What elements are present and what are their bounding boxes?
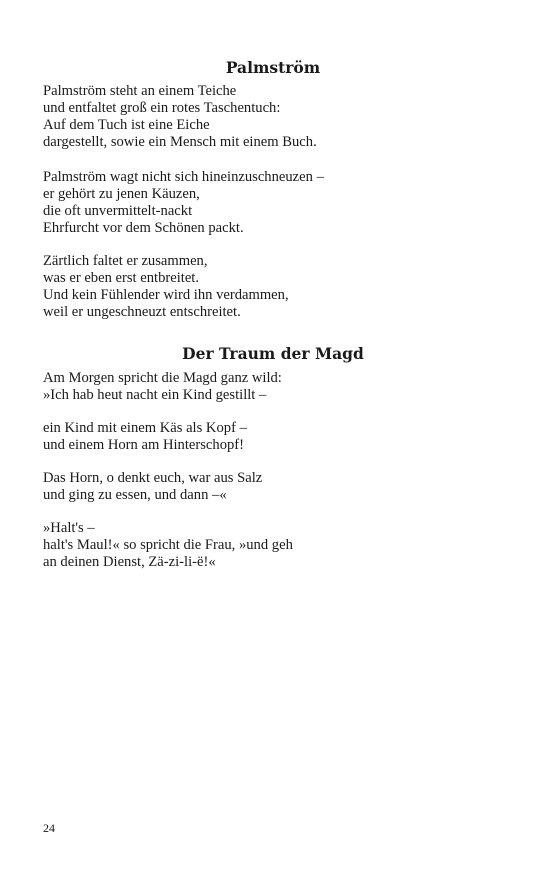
poem-1-stanza-2 (43, 169, 324, 237)
poem-2-stanza-4 (43, 520, 293, 571)
verse-line: »Halt's – (43, 520, 95, 536)
verse-line: halt's Maul!« so spricht die Frau, »und geh (43, 537, 293, 553)
page-number: 24 (43, 821, 55, 835)
verse-line: an deinen Dienst, Zä-zi-li-ë!« (43, 554, 216, 570)
verse-line: und einem Horn am Hinterschopf! (43, 437, 245, 453)
verse-line: Ehrfurcht vor dem Schönen packt. (43, 220, 244, 236)
verse-line: was er eben erst entbreitet. (43, 270, 199, 286)
poem-1-stanza-3 (43, 253, 289, 321)
verse-line: ein Kind mit einem Käs als Kopf – (43, 420, 247, 436)
poem-title-traum-der-magd: Der Traum der Magd (182, 344, 364, 363)
verse-line: Zärtlich faltet er zusammen, (43, 253, 208, 269)
poem-2-stanza-3 (43, 470, 262, 504)
poem-1-stanza-1 (43, 83, 317, 151)
verse-line: Das Horn, o denkt euch, war aus Salz (43, 470, 263, 486)
verse-line: Palmström steht an einem Teiche (43, 83, 237, 99)
verse-line: er gehört zu jenen Käuzen, (43, 186, 200, 202)
verse-line: Palmström wagt nicht sich hineinzuschneuzen – (43, 169, 324, 185)
verse-line: Auf dem Tuch ist eine Eiche (43, 117, 210, 133)
verse-line: Und kein Fühlender wird ihn verdammen, (43, 287, 289, 303)
verse-line: dargestellt, sowie ein Mensch mit einem Buch. (43, 134, 317, 150)
poem-title-palmstroem: Palmström (225, 58, 321, 77)
verse-line: und entfaltet groß ein rotes Taschentuch: (43, 100, 281, 116)
verse-line: weil er ungeschneuzt entschreitet. (43, 304, 241, 320)
verse-line: »Ich hab heut nacht ein Kind gestillt – (43, 387, 267, 403)
verse-line: die oft unvermittelt-nackt (43, 203, 193, 219)
verse-line: und ging zu essen, und dann –« (43, 487, 227, 503)
verse-line: Am Morgen spricht die Magd ganz wild: (43, 370, 282, 386)
poem-2-stanza-1 (43, 370, 282, 404)
poem-2-stanza-2 (43, 420, 247, 454)
